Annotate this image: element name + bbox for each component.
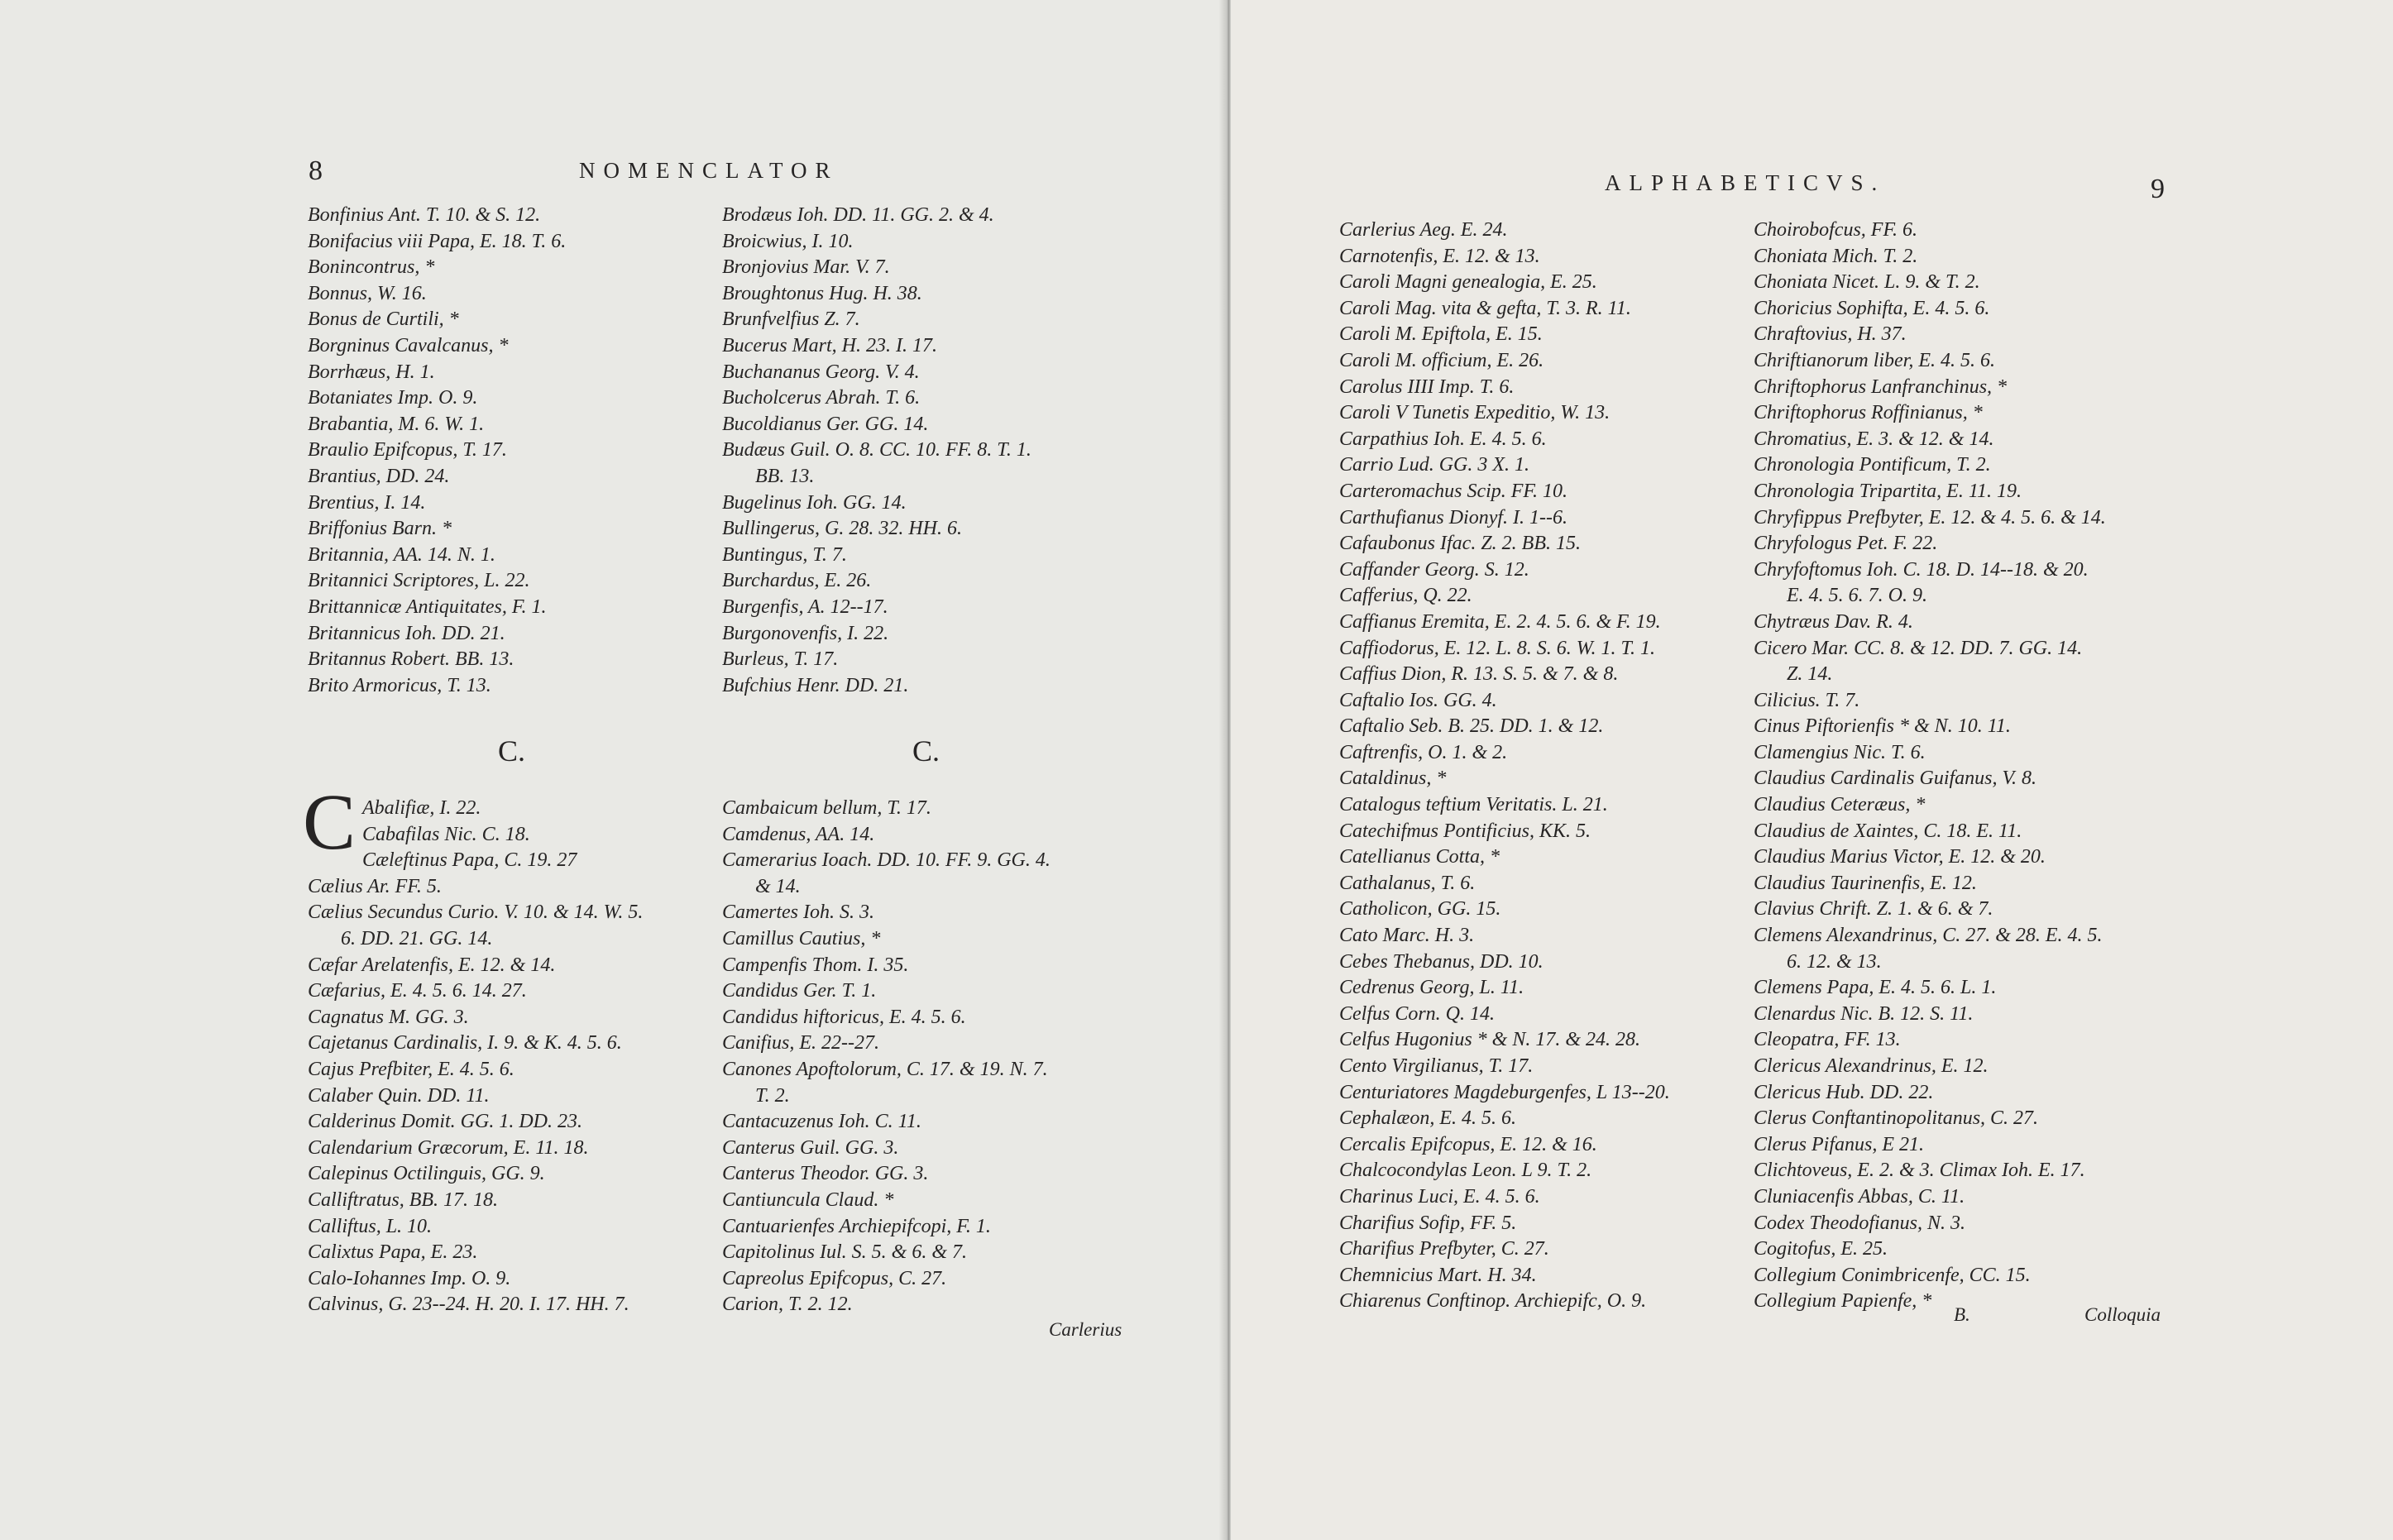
index-entry: Cambaicum bellum, T. 17. (722, 797, 931, 819)
index-entry: Burgonovenfis, I. 22. (722, 622, 889, 644)
running-head: ALPHABETICVS. (1605, 170, 1886, 195)
index-entry: Chronologia Tripartita, E. 11. 19. (1754, 480, 2022, 502)
index-entry: Cantacuzenus Ioh. C. 11. (722, 1111, 921, 1133)
index-entry: Clemens Alexandrinus, C. 27. & 28. E. 4. 5. (1754, 925, 2103, 947)
index-entry: Canones Apoftolorum, C. 17. & 19. N. 7. (722, 1058, 1048, 1080)
index-entry: Claudius Cardinalis Guifanus, V. 8. (1754, 768, 2037, 790)
index-entry: Cantiuncula Claud. * (722, 1188, 894, 1211)
index-entry: Burchardus, E. 26. (722, 570, 872, 592)
index-entry: Cajus Prefbiter, E. 4. 5. 6. (308, 1058, 514, 1080)
index-entry: Carrio Lud. GG. 3 X. 1. (1339, 454, 1530, 476)
index-entry: Cantuarienfes Archiepifcopi, F. 1. (722, 1215, 991, 1237)
index-entry: Chriftophorus Lanfranchinus, * (1754, 375, 2008, 398)
index-entry: Clamengius Nic. T. 6. (1754, 741, 1926, 763)
index-entry: Caffander Georg. S. 12. (1339, 558, 1529, 581)
entry-column-right-1 (1339, 218, 1670, 1315)
catchword: Carlerius (1049, 1319, 1122, 1340)
index-entry: Chemnicius Mart. H. 34. (1339, 1264, 1537, 1286)
index-entry: Camerarius Ioach. DD. 10. FF. 9. GG. 4. (722, 849, 1051, 872)
section-letter: C. (498, 734, 526, 768)
index-entry: Clenardus Nic. B. 12. S. 11. (1754, 1002, 1974, 1025)
index-entry: Camertes Ioh. S. 3. (722, 902, 874, 924)
index-entry: Cælius Ar. FF. 5. (308, 875, 442, 897)
index-entry: Bonus de Curtili, * (308, 308, 459, 331)
index-entry: Caffianus Eremita, E. 2. 4. 5. 6. & F. 19. (1339, 610, 1661, 633)
index-entry: Bucerus Mart, H. 23. I. 17. (722, 334, 937, 356)
index-entry: Calliftus, L. 10. (308, 1215, 433, 1237)
index-entry: Chriftianorum liber, E. 4. 5. 6. (1754, 349, 1996, 371)
entry-column-left-4 (722, 796, 1051, 1318)
index-entry: Clericus Hub. DD. 22. (1754, 1081, 1934, 1103)
index-entry: Caftrenfis, O. 1. & 2. (1339, 741, 1508, 763)
index-entry: Camillus Cautius, * (722, 927, 881, 949)
index-entry: Calliftratus, BB. 17. 18. (308, 1188, 499, 1211)
index-entry: Capitolinus Iul. S. 5. & 6. & 7. (722, 1241, 968, 1264)
index-entry: Camdenus, AA. 14. (722, 823, 875, 845)
index-entry: Clichtoveus, E. 2. & 3. Climax Ioh. E. 17. (1754, 1160, 2085, 1182)
index-entry: Chryfologus Pet. F. 22. (1754, 533, 1938, 555)
index-entry: Clerus Conftantinopolitanus, C. 27. (1754, 1107, 2039, 1130)
index-entry: Cento Virgilianus, T. 17. (1339, 1055, 1534, 1077)
entry-continuation: BB. 13. (755, 465, 815, 487)
index-entry: Broicwius, I. 10. (722, 230, 854, 252)
index-entry: Codex Theodofianus, N. 3. (1754, 1212, 1965, 1234)
index-entry: Cæfarius, E. 4. 5. 6. 14. 27. (308, 980, 527, 1002)
index-entry: Chytræus Dav. R. 4. (1754, 610, 1913, 633)
index-entry: Cebes Thebanus, DD. 10. (1339, 950, 1543, 973)
entry-column-left-3 (308, 796, 643, 1318)
index-entry: Choirobofcus, FF. 6. (1754, 219, 1918, 241)
index-entry: Caffiodorus, E. 12. L. 8. S. 6. W. 1. T. 1. (1339, 637, 1656, 659)
index-entry: Burgenfis, A. 12--17. (722, 595, 888, 618)
index-entry: Bucholcerus Abrah. T. 6. (722, 387, 921, 409)
entry-column-left-2 (722, 203, 1031, 699)
index-entry: Cæfar Arelatenfis, E. 12. & 14. (308, 954, 556, 976)
index-entry: Claudius Ceteræus, * (1754, 794, 1926, 816)
index-entry: Cicero Mar. CC. 8. & 12. DD. 7. GG. 14. (1754, 637, 2083, 659)
page-number: 8 (309, 155, 323, 186)
entry-column-right-2 (1754, 218, 2106, 1315)
index-entry: Chraftovius, H. 37. (1754, 323, 1907, 346)
index-entry: Cato Marc. H. 3. (1339, 925, 1475, 947)
index-entry: Chryfippus Prefbyter, E. 12. & 4. 5. 6. & 14. (1754, 506, 2106, 528)
index-entry: Bronjovius Mar. V. 7. (722, 256, 890, 279)
index-entry: Charifius Sofip, FF. 5. (1339, 1212, 1517, 1234)
entry-continuation: & 14. (755, 875, 801, 897)
index-entry: Clericus Alexandrinus, E. 12. (1754, 1055, 1989, 1077)
index-entry: Cedrenus Georg, L. 11. (1339, 977, 1524, 999)
index-entry: Cælius Secundus Curio. V. 10. & 14. W. 5. (308, 902, 644, 924)
index-entry: Cabafilas Nic. C. 18. (362, 823, 530, 845)
index-entry: Catholicon, GG. 15. (1339, 898, 1501, 921)
index-entry: Celfus Hugonius * & N. 17. & 24. 28. (1339, 1029, 1641, 1051)
index-entry: Calderinus Domit. GG. 1. DD. 23. (308, 1111, 583, 1133)
index-entry: Cinus Piftorienfis * & N. 10. 11. (1754, 715, 2011, 738)
index-entry: Calaber Quin. DD. 11. (308, 1084, 490, 1107)
index-entry: Cephalæon, E. 4. 5. 6. (1339, 1107, 1516, 1130)
index-entry: Bucoldianus Ger. GG. 14. (722, 413, 929, 435)
signature-mark: B. (1954, 1304, 1970, 1325)
index-entry: Catechifmus Pontificius, KK. 5. (1339, 820, 1591, 842)
index-entry: Carolus IIII Imp. T. 6. (1339, 375, 1515, 398)
entry-column-left-1 (308, 203, 566, 699)
index-entry: Bonincontrus, * (308, 256, 435, 279)
right-page (1231, 0, 2393, 1540)
index-entry: Calixtus Papa, E. 23. (308, 1241, 478, 1264)
index-entry: Borgninus Cavalcanus, * (308, 334, 509, 356)
index-entry: Brentius, I. 14. (308, 491, 426, 514)
index-entry: Caffius Dion, R. 13. S. 5. & 7. & 8. (1339, 663, 1619, 686)
index-entry: Calendarium Græcorum, E. 11. 18. (308, 1136, 589, 1159)
index-entry: Choniata Nicet. L. 9. & T. 2. (1754, 271, 1980, 294)
index-entry: Abalifiæ, I. 22. (362, 797, 481, 819)
index-entry: Botaniates Imp. O. 9. (308, 387, 478, 409)
index-entry: Cæleftinus Papa, C. 19. 27 (362, 849, 577, 872)
index-entry: Buchananus Georg. V. 4. (722, 361, 920, 383)
index-entry: Bufchius Henr. DD. 21. (722, 674, 909, 696)
index-entry: Clemens Papa, E. 4. 5. 6. L. 1. (1754, 977, 1997, 999)
index-entry: Carnotenfis, E. 12. & 13. (1339, 245, 1540, 267)
index-entry: Collegium Papienfe, * (1754, 1290, 1932, 1313)
index-entry: Chriftophorus Roffinianus, * (1754, 402, 1983, 424)
index-entry: Candidus Ger. T. 1. (722, 980, 877, 1002)
index-entry: Bugelinus Ioh. GG. 14. (722, 491, 907, 514)
index-entry: Carpathius Ioh. E. 4. 5. 6. (1339, 428, 1547, 450)
index-entry: Calepinus Octilinguis, GG. 9. (308, 1163, 545, 1185)
index-entry: Cercalis Epifcopus, E. 12. & 16. (1339, 1133, 1597, 1155)
index-entry: Cafferius, Q. 22. (1339, 585, 1472, 607)
index-entry: Britannicus Ioh. DD. 21. (308, 622, 505, 644)
index-entry: Borrhæus, H. 1. (308, 361, 435, 383)
section-letter: C. (912, 734, 940, 768)
index-entry: Budæus Guil. O. 8. CC. 10. FF. 8. T. 1. (722, 439, 1031, 462)
index-entry: Brodæus Ioh. DD. 11. GG. 2. & 4. (722, 204, 994, 226)
index-entry: Bonifacius viii Papa, E. 18. T. 6. (308, 230, 567, 252)
index-entry: Canterus Guil. GG. 3. (722, 1136, 899, 1159)
index-entry: Britannus Robert. BB. 13. (308, 648, 514, 671)
index-entry: Carlerius Aeg. E. 24. (1339, 219, 1508, 241)
index-entry: Calo-Iohannes Imp. O. 9. (308, 1267, 511, 1289)
index-entry: Braulio Epifcopus, T. 17. (308, 439, 507, 462)
index-entry: Caftalio Ios. GG. 4. (1339, 689, 1497, 711)
index-entry: Carion, T. 2. 12. (722, 1294, 853, 1316)
index-entry: Clerus Pifanus, E 21. (1754, 1133, 1925, 1155)
index-entry: Britannia, AA. 14. N. 1. (308, 543, 495, 566)
index-entry: Cathalanus, T. 6. (1339, 872, 1476, 894)
index-entry: Caroli Magni genealogia, E. 25. (1339, 271, 1597, 294)
index-entry: Brunfvelfius Z. 7. (722, 308, 860, 331)
index-entry: Cleopatra, FF. 13. (1754, 1029, 1901, 1051)
index-entry: Brantius, DD. 24. (308, 465, 450, 487)
index-entry: Cagnatus M. GG. 3. (308, 1006, 469, 1028)
index-entry: Campenfis Thom. I. 35. (722, 954, 909, 976)
index-entry: Cafaubonus Ifac. Z. 2. BB. 15. (1339, 533, 1581, 555)
index-entry: Bonnus, W. 16. (308, 282, 427, 304)
index-entry: Claudius de Xaintes, C. 18. E. 11. (1754, 820, 2022, 842)
index-entry: Caroli V Tunetis Expeditio, W. 13. (1339, 402, 1610, 424)
index-entry: Canterus Theodor. GG. 3. (722, 1163, 929, 1185)
entry-continuation: T. 2. (755, 1084, 790, 1107)
index-entry: Cilicius. T. 7. (1754, 689, 1860, 711)
index-entry: Cogitofus, E. 25. (1754, 1238, 1888, 1260)
entry-continuation: 6. 12. & 13. (1787, 950, 1882, 973)
index-entry: Britannici Scriptores, L. 22. (308, 570, 530, 592)
index-entry: Brabantia, M. 6. W. 1. (308, 413, 485, 435)
index-entry: Claudius Marius Victor, E. 12. & 20. (1754, 846, 2046, 868)
index-entry: Canifius, E. 22--27. (722, 1032, 879, 1055)
index-entry: Celfus Corn. Q. 14. (1339, 1002, 1496, 1025)
running-head: NOMENCLATOR (579, 158, 839, 183)
index-entry: Brittannicæ Antiquitates, F. 1. (308, 595, 547, 618)
index-entry: Carthufianus Dionyf. I. 1--6. (1339, 506, 1567, 528)
index-entry: Chromatius, E. 3. & 12. & 14. (1754, 428, 1994, 450)
entry-continuation: 6. DD. 21. GG. 14. (341, 927, 493, 949)
index-entry: Chronologia Pontificum, T. 2. (1754, 454, 1991, 476)
index-entry: Charinus Luci, E. 4. 5. 6. (1339, 1185, 1540, 1208)
entry-continuation: E. 4. 5. 6. 7. O. 9. (1787, 585, 1927, 607)
index-entry: Chryfoftomus Ioh. C. 18. D. 14--18. & 20. (1754, 558, 2089, 581)
index-entry: Capreolus Epifcopus, C. 27. (722, 1267, 947, 1289)
index-entry: Caroli M. officium, E. 26. (1339, 349, 1544, 371)
index-entry: Chalcocondylas Leon. L 9. T. 2. (1339, 1160, 1592, 1182)
index-entry: Chiarenus Conftinop. Archiepifc, O. 9. (1339, 1290, 1647, 1313)
index-entry: Choniata Mich. T. 2. (1754, 245, 1918, 267)
index-entry: Catalogus teftium Veritatis. L. 21. (1339, 794, 1608, 816)
catchword: Colloquia (2084, 1304, 2161, 1325)
index-entry: Cluniacenfis Abbas, C. 11. (1754, 1185, 1965, 1208)
index-entry: Collegium Conimbricenfe, CC. 15. (1754, 1264, 2031, 1286)
index-entry: Clavius Chrift. Z. 1. & 6. & 7. (1754, 898, 1993, 921)
index-entry: Burleus, T. 17. (722, 648, 839, 671)
index-entry: Bullingerus, G. 28. 32. HH. 6. (722, 518, 962, 540)
index-entry: Charifius Prefbyter, C. 27. (1339, 1238, 1549, 1260)
entry-continuation: Z. 14. (1787, 663, 1833, 686)
index-entry: Caroli Mag. vita & gefta, T. 3. R. 11. (1339, 297, 1631, 319)
index-entry: Carteromachus Scip. FF. 10. (1339, 480, 1567, 502)
index-entry: Claudius Taurinenfis, E. 12. (1754, 872, 1977, 894)
index-entry: Caftalio Seb. B. 25. DD. 1. & 12. (1339, 715, 1604, 738)
index-entry: Brito Armoricus, T. 13. (308, 674, 491, 696)
index-entry: Briffonius Barn. * (308, 518, 452, 540)
index-entry: Centuriatores Magdeburgenfes, L 13--20. (1339, 1081, 1670, 1103)
index-entry: Cajetanus Cardinalis, I. 9. & K. 4. 5. 6. (308, 1032, 622, 1055)
index-entry: Catellianus Cotta, * (1339, 846, 1500, 868)
page-number: 9 (2151, 174, 2165, 204)
index-entry: Choricius Sophifta, E. 4. 5. 6. (1754, 297, 1990, 319)
drop-cap: C (303, 777, 357, 866)
index-entry: Calvinus, G. 23--24. H. 20. I. 17. HH. 7. (308, 1294, 629, 1316)
index-entry: Broughtonus Hug. H. 38. (722, 282, 922, 304)
index-entry: Candidus hiftoricus, E. 4. 5. 6. (722, 1006, 966, 1028)
index-entry: Bonfinius Ant. T. 10. & S. 12. (308, 204, 541, 226)
index-entry: Cataldinus, * (1339, 768, 1447, 790)
index-entry: Caroli M. Epiftola, E. 15. (1339, 323, 1543, 346)
index-entry: Buntingus, T. 7. (722, 543, 847, 566)
